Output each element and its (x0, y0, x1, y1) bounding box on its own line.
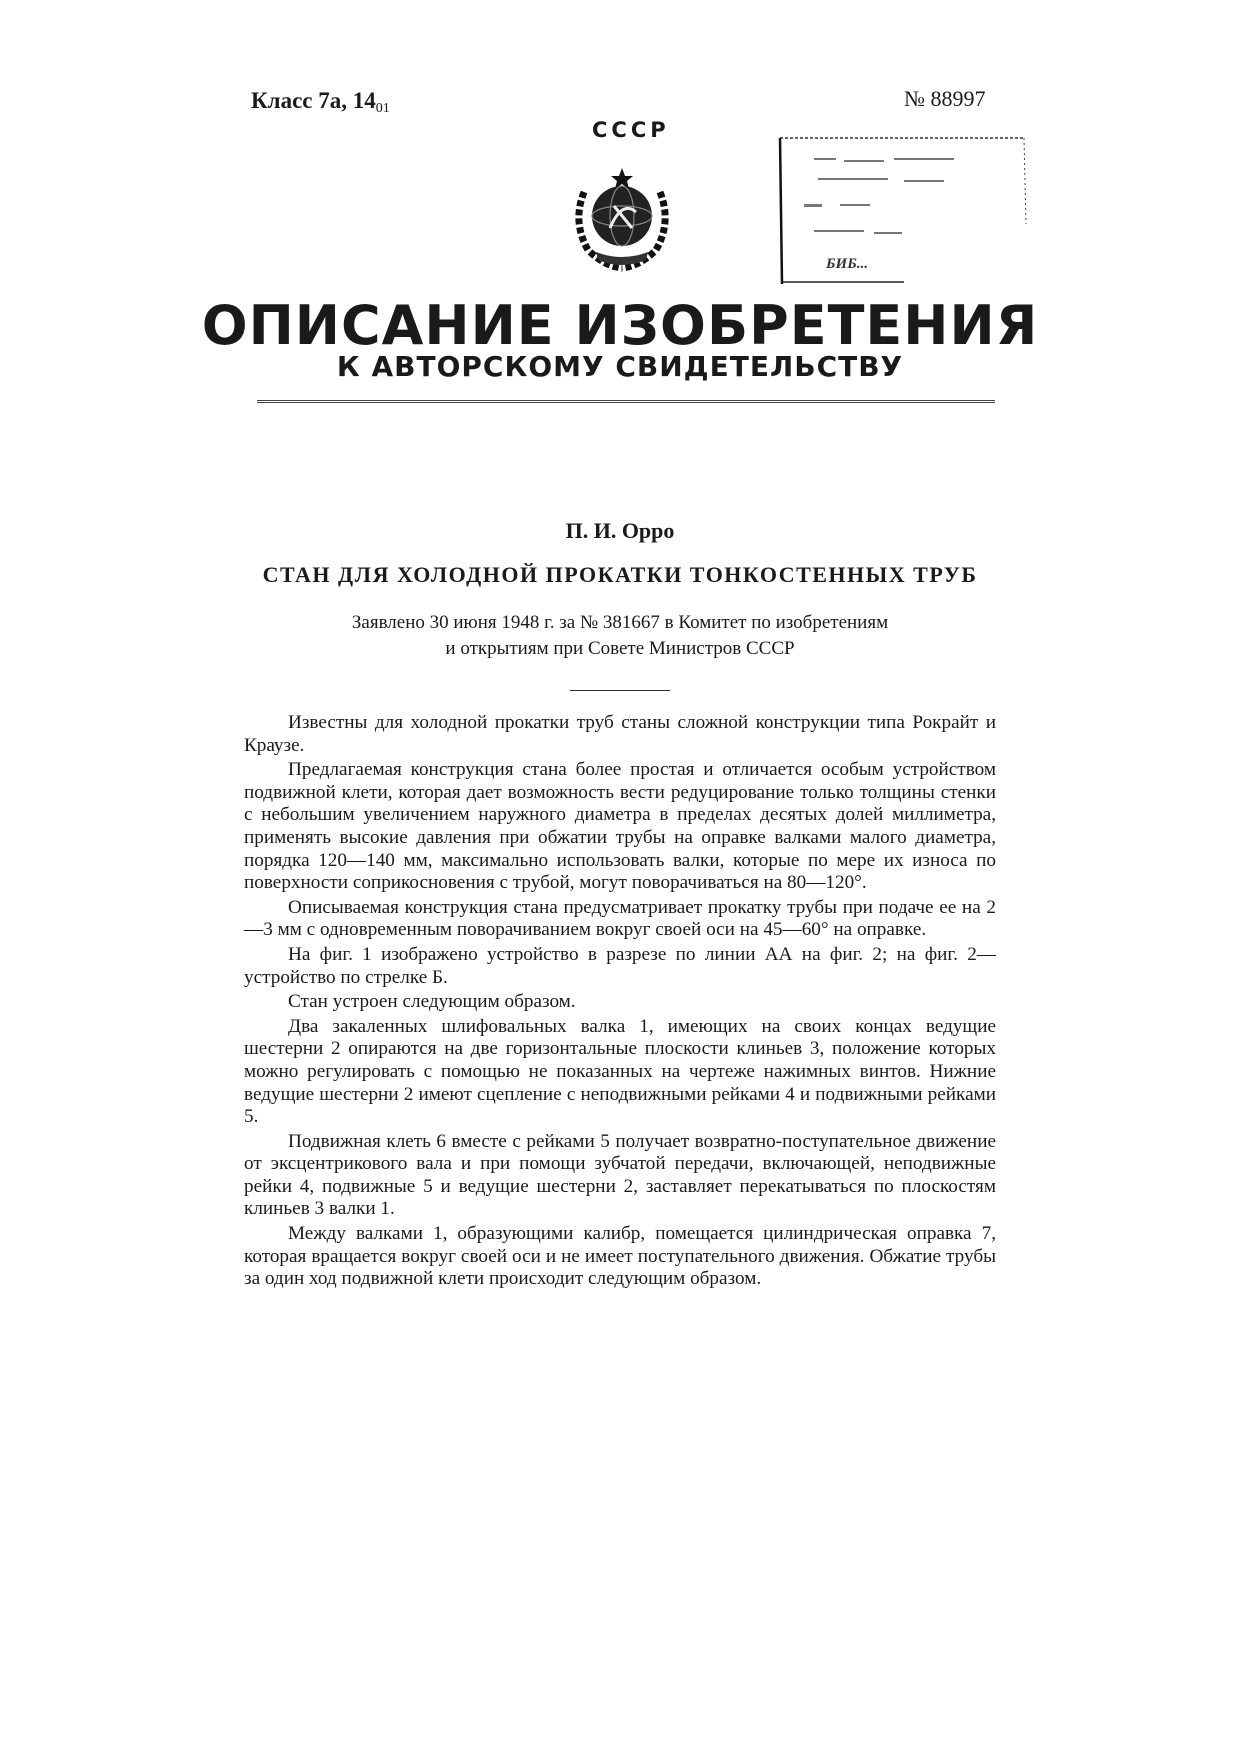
section-divider (570, 690, 670, 691)
patent-number: № 88997 (904, 86, 986, 111)
description-body (244, 712, 996, 1291)
filing-info (300, 610, 940, 662)
class-label-text: Класс 7а, 14 (251, 88, 376, 113)
paragraph-6: Два закаленных шлифовальных валка 1, имеющих на своих концах ведущие шестерни 2 опираются на две горизонтальные плоскости клиньев 3, положение которых можно регулировать с помощью не показанных на чертеже нажимных винтов. Нижние ведущие шестерни 2 имеют сцепление с неподвижными рейками 4 и подвижными рейками 5. (244, 1015, 996, 1128)
library-stamp (774, 134, 1030, 284)
invention-title: СТАН ДЛЯ ХОЛОДНОЙ ПРОКАТКИ ТОНКОСТЕННЫХ ТРУБ (262, 562, 978, 587)
class-label-subscript: 01 (375, 101, 390, 116)
paragraph-4: На фиг. 1 изображено устройство в разрезе по линии АА на фиг. 2; на фиг. 2—устройство по стрелке Б. (244, 943, 996, 988)
author: П. И. Орро (565, 518, 675, 543)
document-title: ОПИСАНИЕ ИЗОБРЕТЕНИЯ (201, 294, 1039, 357)
filing-line-2: и открытиям при Совете Министров СССР (445, 638, 795, 659)
paragraph-1: Известны для холодной прокатки труб станы сложной конструкции типа Рокрайт и Краузе. (244, 712, 996, 756)
paragraph-8: Между валками 1, образующими калибр, помещается цилиндрическая оправка 7, которая вращается вокруг своей оси и не имеет поступательного движения. Обжатие трубы за один ход подвижной клети происходит следующим образом. (244, 1223, 996, 1290)
class-label (251, 88, 390, 117)
paragraph-5: Стан устроен следующим образом. (288, 991, 576, 1013)
header-divider (257, 400, 995, 403)
document-subtitle: К АВТОРСКОМУ СВИДЕТЕЛЬСТВУ (336, 350, 904, 383)
state-emblem-icon (566, 162, 678, 279)
country-label: СССР (592, 118, 670, 142)
stamp-text: БИБ... (826, 256, 868, 272)
filing-line-1: Заявлено 30 июня 1948 г. за № 381667 в Комитет по изобретениям (351, 612, 889, 633)
paragraph-7: Подвижная клеть 6 вместе с рейками 5 получает возвратно-поступательное движение от эксцентрикового вала и при помощи зубчатой передачи, включающей, неподвижные рейки 4, подвижные 5 и ведущие шестерни 2, заставляет перекатываться по плоскостям клиньев 3 валки 1. (244, 1130, 996, 1220)
paragraph-2: Предлагаемая конструкция стана более простая и отличается особым устройством подвижной клети, которая дает возможность вести редуцирование только толщины стенки с небольшим увеличением наружного диаметра в пределах десятых долей миллиметра, применять высокие давления при обжатии трубы на оправке валками малого диаметра, порядка 120—140 мм, максимально использовать валки, которые по мере их износа по поверхности соприкосновения с трубой, могут поворачиваться на 80—120°. (244, 759, 996, 894)
paragraph-3: Описываемая конструкция стана предусматривает прокатку трубы при подаче ее на 2—3 мм с одновременным поворачиванием вокруг своей оси на 45—60° на оправке. (244, 896, 996, 941)
